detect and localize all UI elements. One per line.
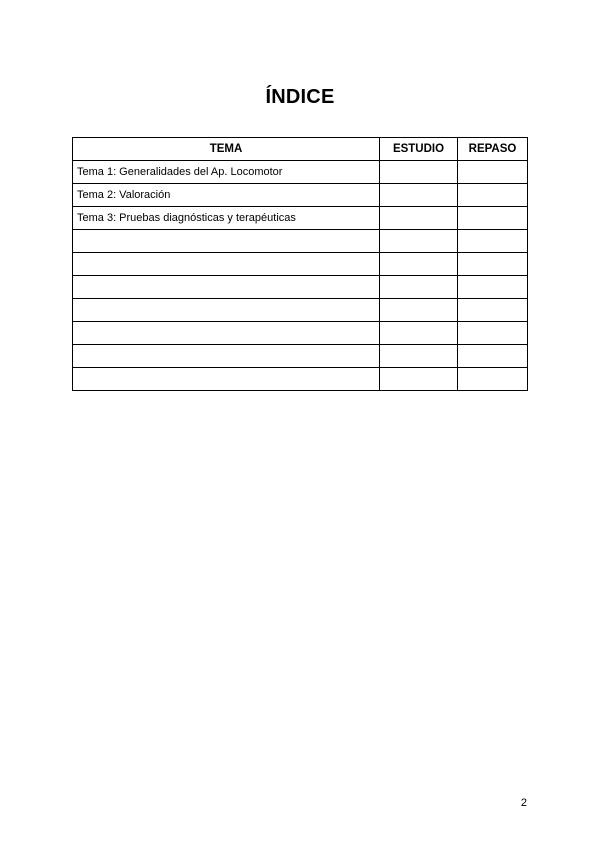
estudio-cell [380, 345, 458, 368]
estudio-cell [380, 184, 458, 207]
estudio-cell [380, 230, 458, 253]
table-row [73, 368, 528, 391]
column-header-repaso: REPASO [458, 138, 528, 161]
tema-cell: Tema 3: Pruebas diagnósticas y terapéuticas [73, 207, 380, 230]
table-row [73, 184, 528, 207]
index-table [72, 137, 528, 391]
estudio-cell [380, 253, 458, 276]
table-row [73, 322, 528, 345]
repaso-cell [458, 253, 528, 276]
column-header-estudio: ESTUDIO [380, 138, 458, 161]
page-number: 2 [520, 797, 527, 809]
tema-cell [73, 368, 380, 391]
estudio-cell [380, 276, 458, 299]
table-row [73, 253, 528, 276]
table-row [73, 345, 528, 368]
tema-cell: Tema 1: Generalidades del Ap. Locomotor [73, 161, 380, 184]
repaso-cell [458, 161, 528, 184]
estudio-cell [380, 207, 458, 230]
repaso-cell [458, 230, 528, 253]
tema-cell [73, 230, 380, 253]
table-row [73, 299, 528, 322]
tema-cell [73, 276, 380, 299]
tema-cell [73, 299, 380, 322]
column-header-tema: TEMA [73, 138, 380, 161]
table-row [73, 207, 528, 230]
table-row [73, 230, 528, 253]
estudio-cell [380, 299, 458, 322]
repaso-cell [458, 299, 528, 322]
page-title: ÍNDICE [265, 86, 335, 108]
estudio-cell [380, 368, 458, 391]
repaso-cell [458, 368, 528, 391]
table-row [73, 161, 528, 184]
estudio-cell [380, 161, 458, 184]
table-row [73, 276, 528, 299]
repaso-cell [458, 345, 528, 368]
tema-cell [73, 345, 380, 368]
tema-cell [73, 253, 380, 276]
tema-cell: Tema 2: Valoración [73, 184, 380, 207]
repaso-cell [458, 322, 528, 345]
repaso-cell [458, 184, 528, 207]
tema-cell [73, 322, 380, 345]
estudio-cell [380, 322, 458, 345]
repaso-cell [458, 276, 528, 299]
repaso-cell [458, 207, 528, 230]
table-header-row [73, 138, 528, 161]
